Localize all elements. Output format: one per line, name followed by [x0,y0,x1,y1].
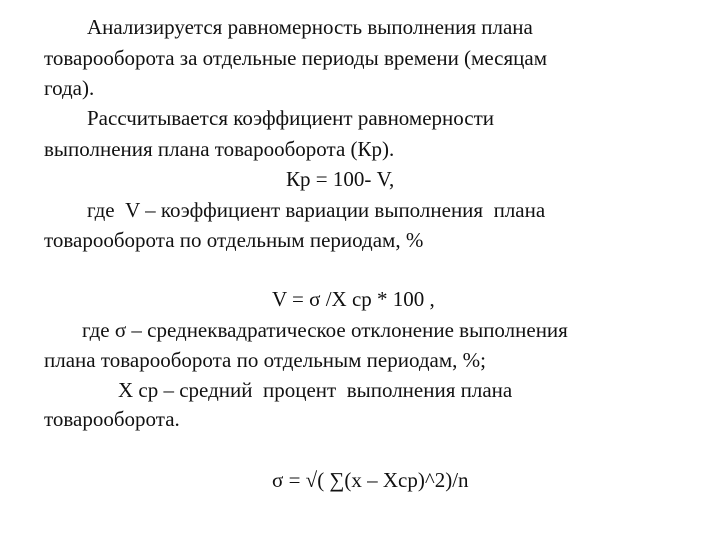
definition-sigma-line1: где σ – среднеквадратическое отклонение выполнения [82,318,568,342]
definition-v-line1: где V – коэффициент вариации выполнения плана [87,198,546,222]
paragraph1-line2: товарооборота за отдельные периоды времени (месяцам [44,46,548,70]
definition-xcp-line1: X ср – средний процент выполнения плана [118,378,513,402]
formula-sigma: σ = √( ∑(x – Xср)^2)/n [272,468,469,492]
paragraph1-line3: года). [44,76,95,100]
definition-xcp-line2: товарооборота. [44,407,180,431]
definition-v-line2: товарооборота по отдельным периодам, % [44,228,424,252]
definition-sigma-line2: плана товарооборота по отдельным периодам, %; [44,348,486,372]
formula-kp: Кр = 100- V, [286,167,395,191]
formula-v: V = σ /X ср * 100 , [272,287,435,311]
paragraph2-line2: выполнения плана товарооборота (Кр). [44,137,395,161]
paragraph2-line1: Рассчитывается коэффициент равномерности [87,106,495,130]
paragraph1-line1: Анализируется равномерность выполнения плана [87,15,533,39]
